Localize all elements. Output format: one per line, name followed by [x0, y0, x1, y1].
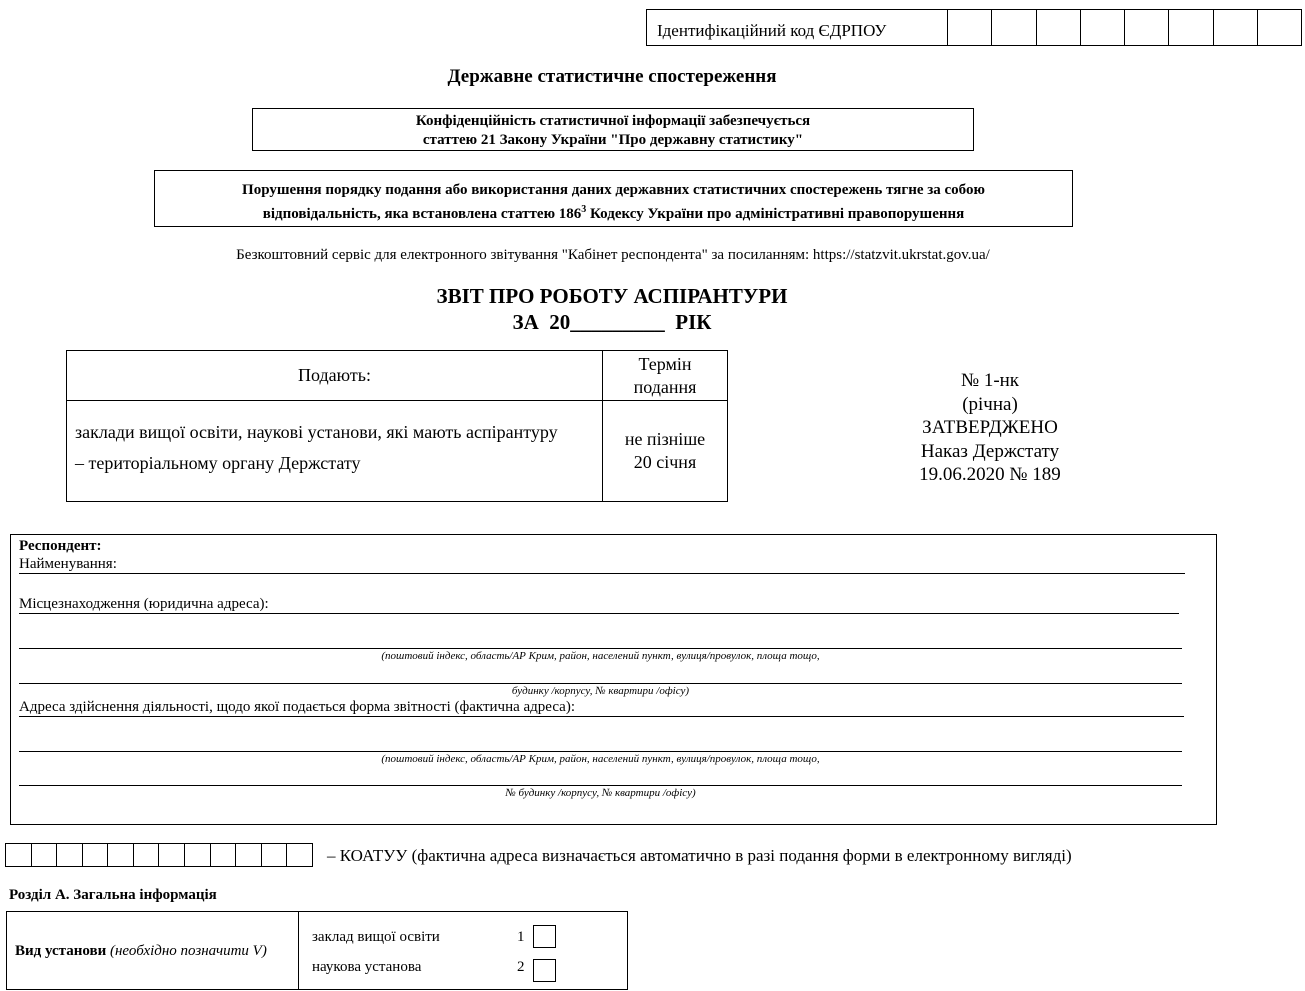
- violation-line2-b: Кодексу України про адміністративні правопорушення: [586, 206, 965, 222]
- form-order: Наказ Держстату: [920, 440, 1060, 462]
- submission-who-line2: – територіальному органу Держстату: [75, 453, 361, 473]
- edrpou-cells[interactable]: [948, 10, 1301, 45]
- edrpou-label: Ідентифікаційний код ЄДРПОУ: [647, 10, 948, 45]
- koatuu-cell[interactable]: [287, 844, 312, 866]
- edrpou-cell[interactable]: [948, 10, 992, 45]
- option-code-2: 2: [517, 959, 525, 975]
- submission-term: не пізніше 20 січня: [603, 401, 728, 502]
- koatuu-cell[interactable]: [211, 844, 237, 866]
- name-input-line[interactable]: [19, 573, 1185, 574]
- edrpou-cell[interactable]: [1125, 10, 1169, 45]
- legal-address-line-3[interactable]: [19, 683, 1182, 684]
- respondent-section: [10, 534, 1217, 825]
- name-label: Найменування:: [19, 556, 121, 573]
- koatuu-cell[interactable]: [83, 844, 109, 866]
- edrpou-cell[interactable]: [992, 10, 1036, 45]
- violation-line1: Порушення порядку подання або використання даних державних статистичних спостережень тягне за собою: [242, 182, 985, 198]
- legal-address-hint-2: будинку /корпусу, № квартири /офісу): [511, 685, 690, 697]
- form-period: (річна): [962, 393, 1018, 415]
- edrpou-cell[interactable]: [1258, 10, 1301, 45]
- actual-address-line-3[interactable]: [19, 785, 1182, 786]
- actual-address-input-line[interactable]: [19, 716, 1184, 717]
- respondent-heading: Респондент:: [19, 538, 102, 554]
- report-title-block: [312, 283, 912, 335]
- submission-who-line1: заклади вищої освіти, наукові установи, які мають аспірантуру: [75, 422, 558, 442]
- legal-address-label: Місцезнаходження (юридична адреса):: [19, 596, 273, 613]
- section-a-title: Розділ А. Загальна інформація: [9, 887, 217, 903]
- option-label-2: наукова установа: [312, 959, 422, 975]
- koatuu-cell[interactable]: [236, 844, 262, 866]
- koatuu-cell[interactable]: [185, 844, 211, 866]
- legal-address-input-line[interactable]: [19, 613, 1179, 614]
- violation-superscript: 3: [581, 204, 587, 215]
- edrpou-code-box: [646, 9, 1302, 46]
- submission-table: [66, 350, 728, 502]
- option-checkbox-2[interactable]: [533, 959, 556, 982]
- form-approved: ЗАТВЕРДЖЕНО: [922, 417, 1058, 438]
- confidentiality-line2: статтею 21 Закону України "Про державну статистику": [422, 132, 804, 148]
- form-number: № 1-нк: [960, 370, 1020, 391]
- legal-address-line-2[interactable]: [19, 648, 1182, 649]
- koatuu-cell[interactable]: [159, 844, 185, 866]
- edrpou-cell[interactable]: [1169, 10, 1213, 45]
- institution-type-hint: (необхідно позначити V): [106, 943, 267, 959]
- koatuu-label: – КОАТУУ (фактична адреса визначається автоматично в разі подання форми в електронному вигляді): [327, 846, 1072, 865]
- submission-header-who: Подають:: [67, 351, 603, 401]
- koatuu-cell[interactable]: [108, 844, 134, 866]
- report-title: ЗВІТ ПРО РОБОТУ АСПІРАНТУРИ: [436, 284, 788, 308]
- violation-line2: [155, 200, 1072, 224]
- edrpou-cell[interactable]: [1037, 10, 1081, 45]
- violation-notice: [154, 170, 1073, 227]
- submission-header-term: Термін подання: [603, 351, 728, 401]
- actual-address-line-2[interactable]: [19, 751, 1182, 752]
- legal-address-hint-1: (поштовий індекс, область/АР Крим, район, населений пункт, вулиця/провулок, площа тощо,: [381, 650, 820, 662]
- actual-address-label: Адреса здійснення діяльності, щодо якої подається форма звітності (фактична адреса):: [19, 699, 579, 716]
- koatuu-cell[interactable]: [32, 844, 58, 866]
- option-code-1: 1: [517, 929, 525, 945]
- form-date: 19.06.2020 № 189: [919, 464, 1061, 485]
- confidentiality-notice: [252, 108, 974, 151]
- institution-type-label-text: Вид установи: [15, 943, 107, 959]
- confidentiality-line1: Конфіденційність статистичної інформації забезпечується: [415, 113, 811, 129]
- option-label-1: заклад вищої освіти: [312, 929, 440, 945]
- actual-address-hint-1: (поштовий індекс, область/АР Крим, район, населений пункт, вулиця/провулок, площа тощо,: [381, 753, 820, 765]
- report-year-line[interactable]: ЗА 20_________ РІК: [512, 310, 712, 334]
- edrpou-cell[interactable]: [1081, 10, 1125, 45]
- violation-line2-a: відповідальність, яка встановлена статтею 186: [262, 206, 582, 222]
- koatuu-code-box[interactable]: [5, 843, 313, 867]
- form-info-block: [880, 369, 1100, 487]
- document-title: Державне статистичне спостереження: [447, 66, 777, 87]
- edrpou-cell[interactable]: [1214, 10, 1258, 45]
- koatuu-cell[interactable]: [262, 844, 288, 866]
- option-checkbox-1[interactable]: [533, 925, 556, 948]
- koatuu-cell[interactable]: [6, 844, 32, 866]
- institution-type-label: [15, 943, 267, 960]
- actual-address-hint-2: № будинку /корпусу, № квартири /офісу): [505, 787, 696, 799]
- service-note: Безкоштовний сервіс для електронного звітування "Кабінет респондента" за посиланням: https://statzvit.ukrstat.gov.ua/: [236, 247, 990, 263]
- submission-who-cell: [67, 401, 603, 502]
- koatuu-cell[interactable]: [57, 844, 83, 866]
- institution-type-divider: [298, 911, 299, 990]
- koatuu-cell[interactable]: [134, 844, 160, 866]
